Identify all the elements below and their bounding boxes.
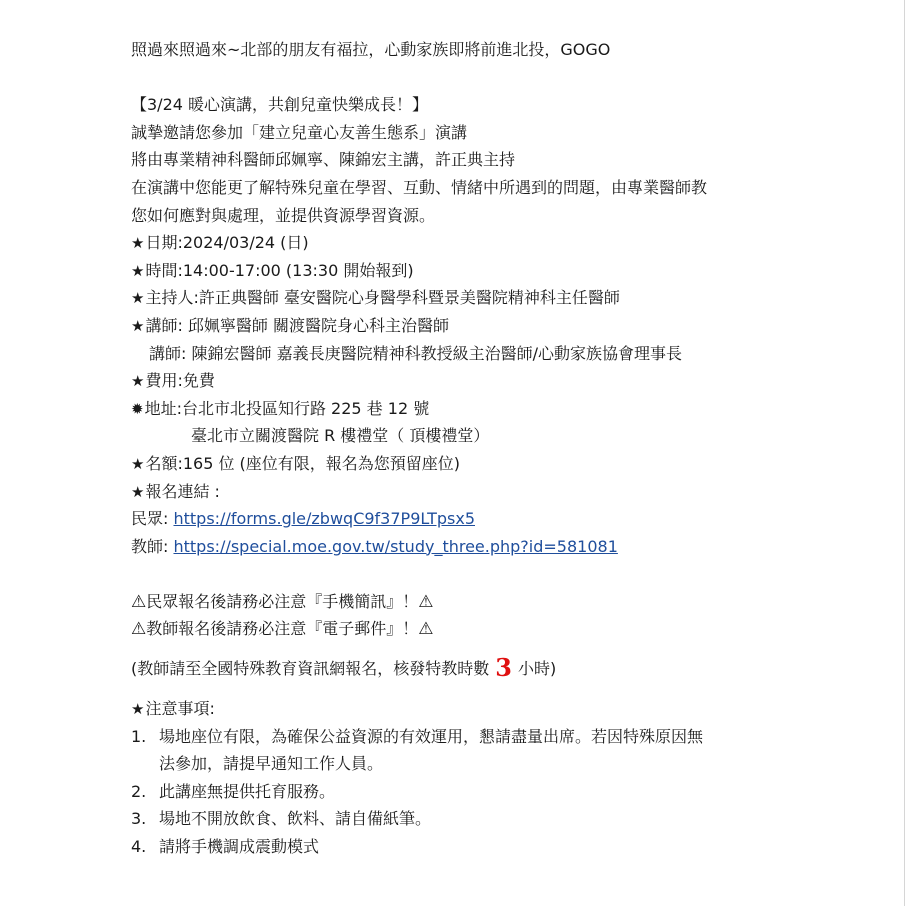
star-bullet-icon: ★ <box>131 482 145 501</box>
event-description-1: 在演講中您能更了解特殊兒童在學習、互動、情緒中所遇到的問題，由專業醫師教 <box>131 177 708 197</box>
list-item <box>131 805 831 833</box>
detail-host-text: 主持人:許正典醫師 臺安醫院心身醫學科暨景美醫院精神科主任醫師 <box>145 288 620 308</box>
event-description-2: 您如何應對與處理，並提供資源學習資源。 <box>131 205 436 225</box>
list-item <box>131 833 831 861</box>
star-bullet-icon: ★ <box>131 289 145 308</box>
link-public-row <box>131 505 831 533</box>
link-public-url[interactable]: https://forms.gle/zbwqC9f37P9LTpsx5 <box>173 509 475 529</box>
teacher-note-hours: 3 <box>495 653 512 683</box>
star-bullet-icon: ★ <box>131 234 145 253</box>
detail-fee <box>131 367 831 395</box>
event-speakers: 將由專業精神科醫師邱姵寧、陳錦宏主講，許正典主持 <box>131 150 516 170</box>
list-item-text: 此講座無提供托育服務。 <box>159 781 336 801</box>
event-invite: 誠摯邀請您參加「建立兒童心友善生態系」演講 <box>131 122 468 142</box>
warning-teacher <box>131 615 831 643</box>
intro-line: 照過來照過來~北部的朋友有福拉，心動家族即將前進北投，GOGO <box>131 40 611 59</box>
list-item-text: 場地不開放飲食、飲料、請自備紙筆。 <box>159 809 432 829</box>
detail-fee-text: 費用:免費 <box>145 371 215 391</box>
list-item <box>131 723 831 778</box>
warning-public <box>131 588 831 616</box>
list-item-text: 請將手機調成震動模式 <box>159 837 320 857</box>
detail-venue: 臺北市立關渡醫院 R 樓禮堂（ 頂樓禮堂） <box>191 426 490 446</box>
detail-speaker-2: 講師: 陳錦宏醫師 嘉義長庚醫院精神科教授級主治醫師/心動家族協會理事長 <box>149 343 682 363</box>
detail-speaker-1 <box>131 312 831 340</box>
star-bullet-icon: ★ <box>131 261 145 280</box>
list-item-text: 場地座位有限，為確保公益資源的有效運用，懇請盡量出席。若因特殊原因無 <box>159 726 704 746</box>
detail-host <box>131 284 831 312</box>
detail-time <box>131 257 831 285</box>
notes-list <box>131 723 831 861</box>
list-item <box>131 778 831 806</box>
detail-date <box>131 229 831 257</box>
link-public-label: 民眾: <box>131 509 174 529</box>
link-teacher-url[interactable]: https://special.moe.gov.tw/study_three.php?id=581081 <box>173 536 618 556</box>
blank-line <box>131 64 831 92</box>
list-item-text-continued: 法參加，請提早通知工作人員。 <box>159 754 384 774</box>
star-bullet-icon: ★ <box>131 700 145 719</box>
event-headline: 【3/24 暖心演講，共創兒童快樂成長！】 <box>131 95 429 115</box>
link-teacher-label: 教師: <box>131 536 174 556</box>
list-item-number: 3. <box>131 809 147 829</box>
warning-triangle-icon: ⚠ <box>131 619 147 640</box>
link-teacher-row <box>131 533 831 561</box>
teacher-note-prefix: (教師請至全國特殊教育資訊網報名，核發特教時數 <box>131 659 490 679</box>
detail-date-text: 日期:2024/03/24 (日) <box>145 233 309 253</box>
warning-public-text: 民眾報名後請務必注意『手機簡訊』！ <box>146 591 419 611</box>
warning-teacher-text: 教師報名後請務必注意『電子郵件』！ <box>146 619 419 639</box>
star-bullet-icon: ★ <box>131 372 145 391</box>
list-item-number: 4. <box>131 837 147 857</box>
list-item-number: 1. <box>131 726 147 746</box>
detail-speaker-1-text: 講師: 邱姵寧醫師 關渡醫院身心科主治醫師 <box>145 315 450 335</box>
detail-register-text: 報名連結 : <box>145 481 220 501</box>
notes-title <box>131 695 831 723</box>
detail-address-text: 地址:台北市北投區知行路 225 巷 12 號 <box>144 398 430 418</box>
notes-title-text: 注意事項: <box>145 699 215 719</box>
warning-triangle-icon: ⚠ <box>418 619 434 640</box>
document-body <box>131 36 831 861</box>
warning-triangle-icon: ⚠ <box>418 591 434 612</box>
star-bullet-icon: ★ <box>131 316 145 335</box>
detail-time-text: 時間:14:00-17:00 (13:30 開始報到) <box>145 260 414 280</box>
star-bullet-icon: ★ <box>131 454 145 473</box>
blank-line <box>131 560 831 588</box>
detail-quota-text: 名額:165 位 (座位有限，報名為您預留座位) <box>145 453 461 473</box>
detail-address <box>131 395 831 423</box>
list-item-number: 2. <box>131 781 147 801</box>
detail-quota <box>131 450 831 478</box>
teacher-note-suffix: 小時) <box>517 659 557 679</box>
teacher-note <box>131 653 831 683</box>
detail-register <box>131 478 831 506</box>
star-bullet-icon: ✹ <box>131 399 144 418</box>
warning-triangle-icon: ⚠ <box>131 591 147 612</box>
